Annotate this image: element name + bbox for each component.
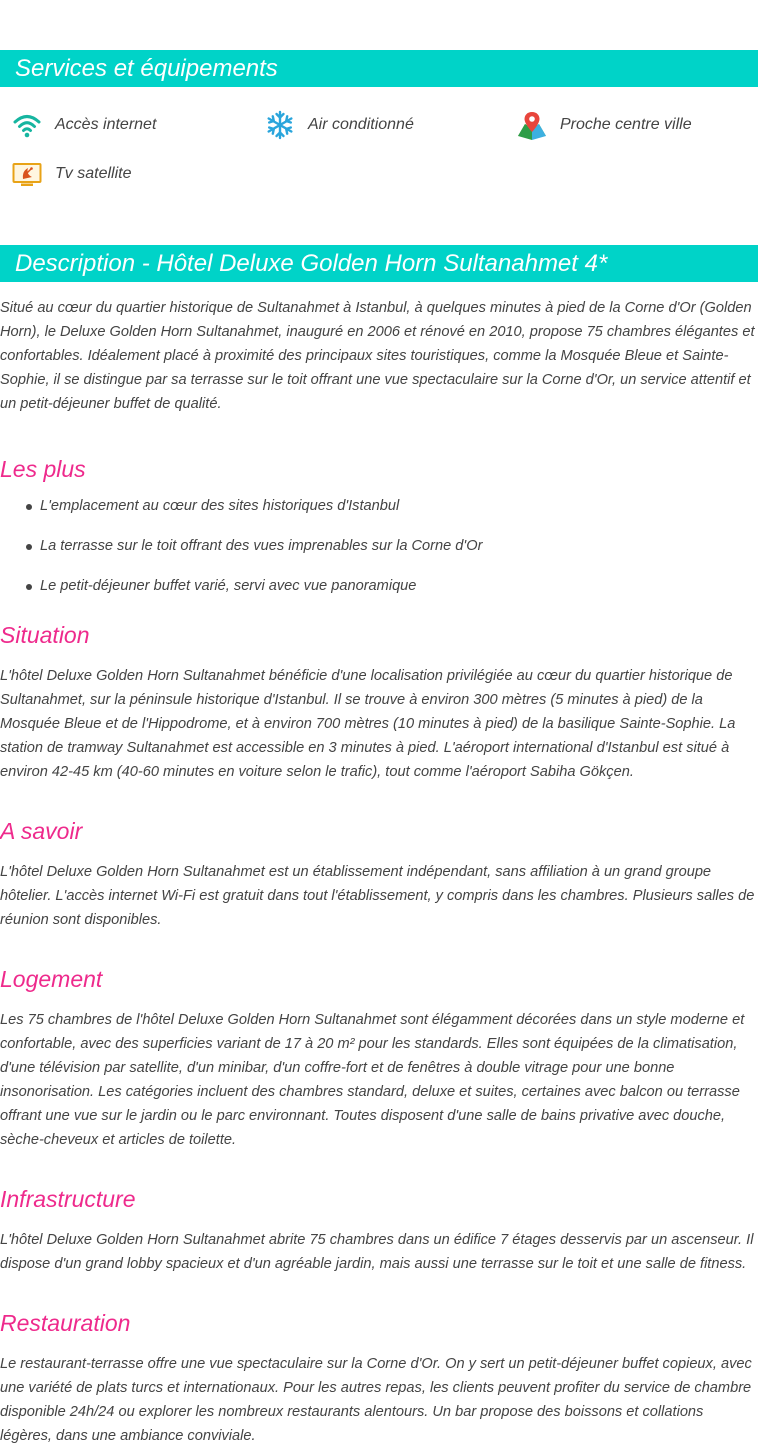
service-aircon-label: Air conditionné xyxy=(308,116,414,133)
service-tv-label: Tv satellite xyxy=(55,165,132,182)
service-internet xyxy=(12,110,156,140)
description-content xyxy=(0,296,758,1448)
logement-heading: Logement xyxy=(0,966,103,992)
service-aircon xyxy=(265,110,414,140)
description-title: Description - Hôtel Deluxe Golden Horn Sultanahmet 4* xyxy=(0,245,758,282)
savoir-heading: A savoir xyxy=(0,818,83,844)
plus-heading: Les plus xyxy=(0,456,86,482)
list-item: L'emplacement au cœur des sites historiques d'Istanbul xyxy=(0,486,758,526)
list-item: La terrasse sur le toit offrant des vues imprenables sur la Corne d'Or xyxy=(0,526,758,566)
service-tv xyxy=(12,159,131,189)
restauration-heading: Restauration xyxy=(0,1310,131,1336)
description-intro: Situé au cœur du quartier historique de Sultanahmet à Istanbul, à quelques minutes à pied de la Corne d'Or (Golden Horn), le Deluxe Golden Horn Sultanahmet, inauguré en 2006 et rénové en 2010, propose 75 chambres élégantes et confortables. Idéalement placé à proximité des principaux sites touristiques, comme la Mosquée Bleue et Sainte-Sophie, il se distingue par sa terrasse sur le toit offrant une vue spectaculaire sur la Corne d'Or, un service attentif et un petit-déjeuner buffet de qualité. xyxy=(0,300,755,412)
services-title: Services et équipements xyxy=(0,50,758,87)
service-internet-label: Accès internet xyxy=(55,116,157,133)
situation-heading: Situation xyxy=(0,622,90,648)
savoir-text: L'hôtel Deluxe Golden Horn Sultanahmet est un établissement indépendant, sans affiliation à un grand groupe hôtelier. L'accès internet Wi-Fi est gratuit dans tout l'établissement, y compris dans les chambres. Plusieurs salles de réunion sont disponibles. xyxy=(0,864,755,928)
tv-satellite-icon xyxy=(12,159,42,189)
list-item: Le petit-déjeuner buffet varié, servi avec vue panoramique xyxy=(0,566,758,606)
infrastructure-text: L'hôtel Deluxe Golden Horn Sultanahmet abrite 75 chambres dans un édifice 7 étages desservis par un ascenseur. Il dispose d'un grand lobby spacieux et d'un agréable jardin, mais aussi une terrasse sur le toit et une salle de fitness. xyxy=(0,1232,754,1272)
situation-text: L'hôtel Deluxe Golden Horn Sultanahmet bénéficie d'une localisation privilégiée au cœur du quartier historique de Sultanahmet, sur la péninsule historique d'Istanbul. Il se trouve à environ 300 mètres (5 minutes à pied) de la Mosquée Bleue et de l'Hippodrome, et à environ 700 mètres (10 minutes à pied) de la basilique Sainte-Sophie. La station de tramway Sultanahmet est accessible en 3 minutes à pied. L'aéroport international d'Istanbul est situé à environ 42-45 km (40-60 minutes en voiture selon le trafic), tout comme l'aéroport Sabiha Gökçen. xyxy=(0,668,736,780)
restauration-text: Le restaurant-terrasse offre une vue spectaculaire sur la Corne d'Or. On y sert un petit-déjeuner buffet copieux, avec une variété de plats turcs et internationaux. Pour les autres repas, les clients peuvent profiter du service de chambre disponible 24h/24 ou explorer les nombreux restaurants alentours. Un bar propose des boissons et collations légères, dans une ambiance conviviale. xyxy=(0,1356,752,1444)
infrastructure-heading: Infrastructure xyxy=(0,1186,136,1212)
service-centre-ville-label: Proche centre ville xyxy=(560,116,692,133)
map-pin-icon xyxy=(517,110,547,140)
logement-text: Les 75 chambres de l'hôtel Deluxe Golden Horn Sultanahmet sont élégamment décorées dans un style moderne et confortable, avec des superficies variant de 17 à 20 m² pour les standards. Elles sont équipées de la climatisation, d'une télévision par satellite, d'un minibar, d'un coffre-fort et de fenêtres à double vitrage pour une bonne insonorisation. Les catégories incluent des chambres standard, deluxe et suites, certaines avec balcon ou terrasse offrant une vue sur le jardin ou le parc environnant. Toutes disposent d'une salle de bains privative avec douche, sèche-cheveux et articles de toilette. xyxy=(0,1012,745,1148)
plus-list xyxy=(0,486,758,606)
wifi-icon xyxy=(12,110,42,140)
service-centre-ville xyxy=(517,110,692,140)
snowflake-icon xyxy=(265,110,295,140)
